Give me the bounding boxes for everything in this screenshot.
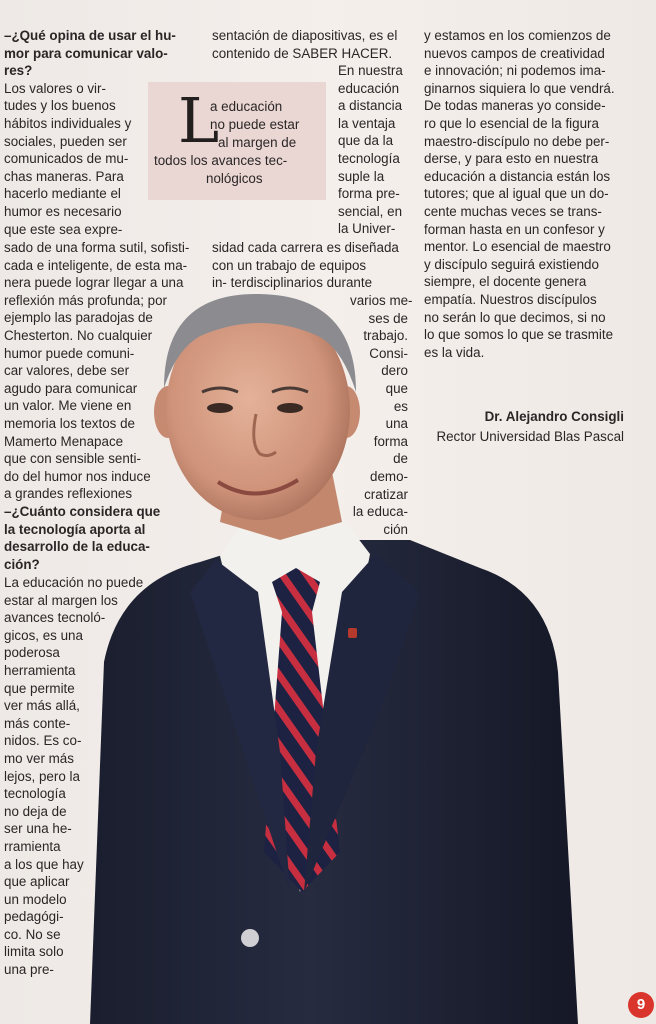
text-line: De todas maneras yo conside- bbox=[424, 98, 606, 114]
text-line: hábitos individuales y bbox=[4, 115, 132, 131]
text-line: de bbox=[393, 451, 408, 467]
text-line: mo ver más bbox=[4, 750, 74, 766]
pull-quote-line: todos los avances tec- bbox=[154, 153, 288, 168]
text-line: –¿Cuánto considera que bbox=[4, 504, 161, 519]
portrait-photo bbox=[80, 292, 580, 1024]
text-line: sociales, pueden ser bbox=[4, 133, 127, 149]
text-line: cente muchas veces se trans- bbox=[424, 203, 602, 219]
text-line: avances tecnoló- bbox=[4, 610, 106, 626]
text-line: sencial, en bbox=[338, 203, 403, 219]
text-line: do del humor nos induce bbox=[4, 468, 151, 484]
column-2-wide bbox=[212, 239, 399, 292]
text-line: forma pre- bbox=[338, 186, 400, 202]
text-line: e innovación; ni podemos ima- bbox=[424, 63, 606, 79]
text-line: derse, y para esto en nuestra bbox=[424, 151, 599, 167]
text-line: y estamos en los comienzos de bbox=[424, 28, 611, 43]
text-line: dero bbox=[381, 363, 408, 379]
text-line: la tecnología aporta al bbox=[4, 521, 146, 537]
text-line: sidad cada carrera es diseñada bbox=[212, 240, 399, 255]
text-line: ginarnos siquiera lo que vendrá. bbox=[424, 80, 615, 96]
text-line: empatía. Nuestros discípulos bbox=[424, 291, 597, 307]
text-line: La educación no puede bbox=[4, 575, 144, 590]
text-line: mentor. Lo esencial de maestro bbox=[424, 239, 611, 255]
text-line: demo- bbox=[370, 468, 408, 484]
text-line: lo que somos lo que se trasmite bbox=[424, 327, 614, 343]
text-line: Consi- bbox=[369, 345, 408, 361]
text-line: poderosa bbox=[4, 645, 60, 661]
text-line: con un trabajo de equipos bbox=[212, 257, 367, 273]
text-line: lejos, pero la bbox=[4, 768, 80, 784]
text-line: ver más allá, bbox=[4, 698, 80, 714]
pull-quote-line: a educación bbox=[210, 99, 283, 114]
text-line: varios me- bbox=[350, 293, 413, 308]
text-line: mor para comunicar valo- bbox=[4, 45, 168, 61]
text-line: es la vida. bbox=[424, 344, 485, 360]
pull-quote-drop-cap: L bbox=[178, 84, 220, 157]
text-line: que con sensible senti- bbox=[4, 451, 141, 467]
text-line: tecnología bbox=[4, 786, 66, 802]
column-2-top bbox=[212, 27, 397, 62]
text-line: co. No se bbox=[4, 926, 61, 942]
text-line: trabajo. bbox=[363, 328, 408, 344]
text-line: sado de una forma sutil, sofisti- bbox=[4, 240, 190, 255]
text-line: a distancia bbox=[338, 98, 403, 114]
text-line: comunicados de mu- bbox=[4, 151, 129, 167]
text-line: que este sea expre- bbox=[4, 221, 123, 237]
text-line: Chesterton. No cualquier bbox=[4, 327, 153, 343]
text-line: cratizar bbox=[364, 486, 408, 502]
text-line: y discípulo seguirá existiendo bbox=[424, 256, 599, 272]
text-line: humor es necesario bbox=[4, 203, 122, 219]
text-line: ción bbox=[383, 521, 408, 537]
text-line: a los que hay bbox=[4, 856, 84, 872]
text-line: nidos. Es co- bbox=[4, 733, 82, 749]
text-line: pedagógi- bbox=[4, 909, 64, 925]
text-line: tutores; que al igual que un do- bbox=[424, 186, 609, 202]
pull-quote bbox=[148, 82, 326, 200]
text-line: nera puede lograr llegar a una bbox=[4, 275, 184, 291]
text-line: chas maneras. Para bbox=[4, 168, 124, 184]
column-2-narrow bbox=[338, 62, 403, 238]
text-line: un valor. Me viene en bbox=[4, 398, 132, 414]
text-line: ejemplo las paradojas de bbox=[4, 310, 153, 326]
text-line: a grandes reflexiones bbox=[4, 486, 133, 502]
text-line: forman hasta en un confesor y bbox=[424, 221, 605, 237]
text-line: herramienta bbox=[4, 662, 76, 678]
text-line: una pre- bbox=[4, 962, 54, 978]
text-line: gicos, es una bbox=[4, 627, 83, 643]
text-line: la ventaja bbox=[338, 115, 396, 131]
text-line: sentación de diapositivas, es el bbox=[212, 28, 398, 43]
text-line: nuevos campos de creatividad bbox=[424, 45, 605, 61]
text-line: que da la bbox=[338, 133, 394, 149]
text-line: es bbox=[393, 398, 408, 414]
text-line: car valores, debe ser bbox=[4, 363, 130, 379]
text-line: maestro-discípulo no debe per- bbox=[424, 133, 610, 149]
text-line: –¿Qué opina de usar el hu- bbox=[4, 28, 176, 43]
text-line: estar al margen los bbox=[4, 592, 118, 608]
signature-role: Rector Universidad Blas Pascal bbox=[436, 429, 624, 444]
text-line: siempre, el docente genera bbox=[424, 274, 587, 290]
text-line: tecnología bbox=[338, 150, 400, 166]
text-line: desarrollo de la educa- bbox=[4, 539, 150, 555]
text-line: res? bbox=[4, 63, 33, 79]
text-line: limita solo bbox=[4, 944, 64, 960]
text-line: ser una he- bbox=[4, 821, 72, 837]
text-line: contenido de SABER HACER. bbox=[212, 45, 393, 61]
text-line: que bbox=[385, 380, 408, 396]
text-line: no serán lo que decimos, si no bbox=[424, 309, 606, 325]
text-line: que permite bbox=[4, 680, 75, 696]
text-line: Los valores o vir- bbox=[4, 80, 106, 96]
text-line: un modelo bbox=[4, 891, 67, 907]
text-line: En nuestra bbox=[338, 63, 403, 78]
text-line: humor puede comuni- bbox=[4, 345, 135, 361]
text-line: agudo para comunicar bbox=[4, 380, 138, 396]
text-line: in- terdisciplinarios durante bbox=[212, 275, 373, 291]
text-line: memoria los textos de bbox=[4, 415, 135, 431]
text-line: ro que lo esencial de la figura bbox=[424, 115, 599, 131]
text-line: cada e inteligente, de esta ma- bbox=[4, 257, 188, 273]
text-line: educación a distancia están los bbox=[424, 168, 611, 184]
text-line: tudes y los buenos bbox=[4, 98, 116, 114]
pull-quote-line: al margen de bbox=[218, 135, 297, 150]
text-line: una bbox=[385, 416, 408, 432]
pull-quote-line: no puede estar bbox=[210, 117, 300, 132]
page-number-badge: 9 bbox=[628, 992, 654, 1018]
text-line: ses de bbox=[368, 310, 408, 326]
text-line: reflexión más profunda; por bbox=[4, 292, 168, 308]
text-line: más conte- bbox=[4, 715, 71, 731]
text-line: suple la bbox=[338, 168, 385, 184]
signature-name: Dr. Alejandro Consigli bbox=[484, 409, 624, 424]
text-line: forma bbox=[373, 433, 408, 449]
text-line: la Univer- bbox=[338, 221, 396, 237]
text-line: educación bbox=[338, 80, 400, 96]
pull-quote-line: nológicos bbox=[206, 171, 263, 186]
text-line: que aplicar bbox=[4, 874, 70, 890]
text-line: la educa- bbox=[352, 504, 408, 520]
text-line: hacerlo mediante el bbox=[4, 186, 121, 202]
text-line: ción? bbox=[4, 556, 40, 572]
text-line: rramienta bbox=[4, 838, 61, 854]
text-line: Mamerto Menapace bbox=[4, 433, 124, 449]
text-line: no deja de bbox=[4, 803, 67, 819]
